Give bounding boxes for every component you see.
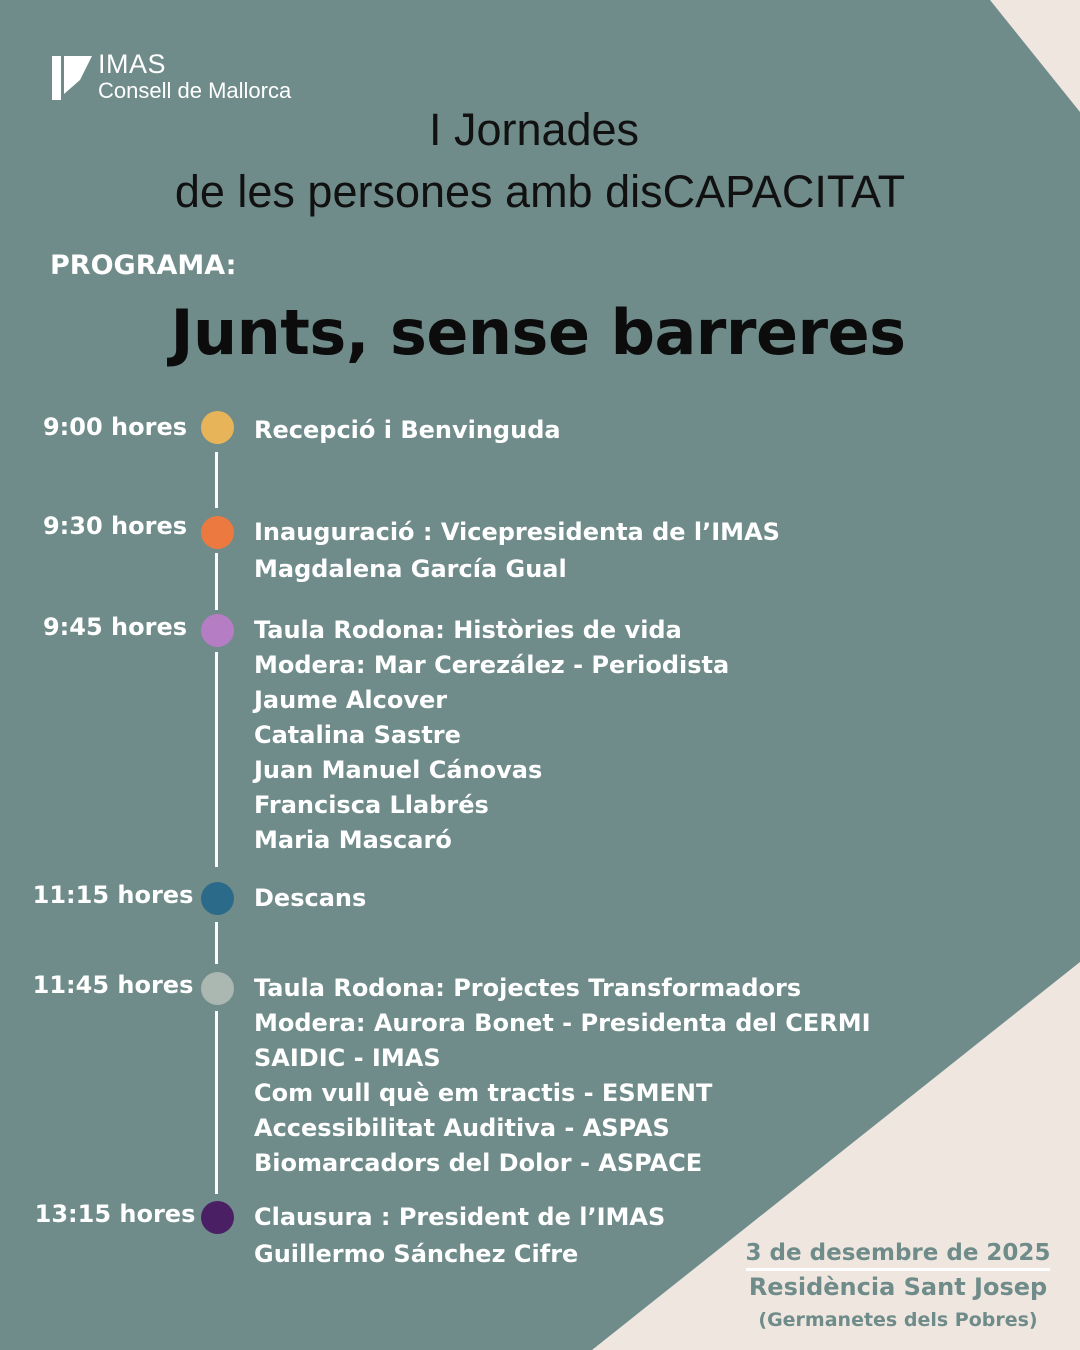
schedule-line: Taula Rodona: Projectes Transformadors [254,974,802,1002]
headline: Junts, sense barreres [170,296,906,369]
schedule-line: Catalina Sastre [254,721,461,749]
timeline-segment [215,452,218,508]
schedule-line: Accessibilitat Auditiva - ASPAS [254,1114,670,1142]
schedule-time: 9:45 hores [42,613,188,641]
schedule-line: Juan Manuel Cánovas [254,756,543,784]
schedule-item [254,881,366,916]
schedule-line: Recepció i Benvinguda [254,416,561,444]
schedule-line: Com vull què em tractis - ESMENT [254,1079,713,1107]
schedule-time: 9:30 hores [42,512,188,540]
schedule-time: 13:15 hores [34,1200,196,1228]
timeline-dot [201,516,234,549]
schedule-item [254,1200,665,1272]
schedule-line: Modera: Mar Cerezález - Periodista [254,651,730,679]
logo-name: IMAS [98,49,167,79]
timeline-segment [215,553,218,610]
event-title-line2: de les persones amb disCAPACITAT [174,166,906,217]
schedule-line: Descans [254,884,367,912]
schedule-item [254,515,780,587]
timeline-dot [201,1201,234,1234]
event-footer [738,1240,1058,1331]
timeline-dot [201,882,234,915]
logo-subtitle: Consell de Mallorca [98,78,292,103]
schedule-line: Maria Mascaró [254,826,452,854]
schedule-line: Taula Rodona: Històries de vida [254,616,682,644]
schedule-time: 11:15 hores [32,881,194,909]
event-venue-subtitle: (Germanetes dels Pobres) [758,1309,1038,1331]
schedule-line: Magdalena García Gual [254,555,567,583]
event-date: 3 de desembre de 2025 [746,1240,1051,1271]
top-right-corner-shape [990,0,1080,112]
programa-label: PROGRAMA: [50,250,237,281]
schedule-line: Biomarcadors del Dolor - ASPACE [254,1149,703,1177]
schedule-line: Inauguració : Vicepresidenta de l’IMAS [254,518,780,546]
schedule-line: Modera: Aurora Bonet - Presidenta del CERMI [254,1009,871,1037]
schedule-line: SAIDIC - IMAS [254,1044,441,1072]
schedule-item [254,971,871,1181]
event-title-line1: I Jornades [428,104,640,155]
schedule-time: 11:45 hores [32,971,194,999]
timeline-segment [215,1011,218,1194]
event-venue: Residència Sant Josep [748,1273,1048,1301]
schedule-item [254,613,729,858]
timeline-dot [201,411,234,444]
timeline-segment [215,922,218,964]
imas-logo-mark-icon [52,54,92,100]
schedule-item [254,413,561,448]
schedule-line: Jaume Alcover [254,686,448,714]
schedule-line: Clausura : President de l’IMAS [254,1203,666,1231]
timeline-dot [201,972,234,1005]
schedule-line: Guillermo Sánchez Cifre [254,1240,579,1268]
timeline-segment [215,652,218,867]
schedule-time: 9:00 hores [42,413,188,441]
imas-logo [52,49,332,104]
timeline-dot [201,614,234,647]
schedule-line: Francisca Llabrés [254,791,489,819]
